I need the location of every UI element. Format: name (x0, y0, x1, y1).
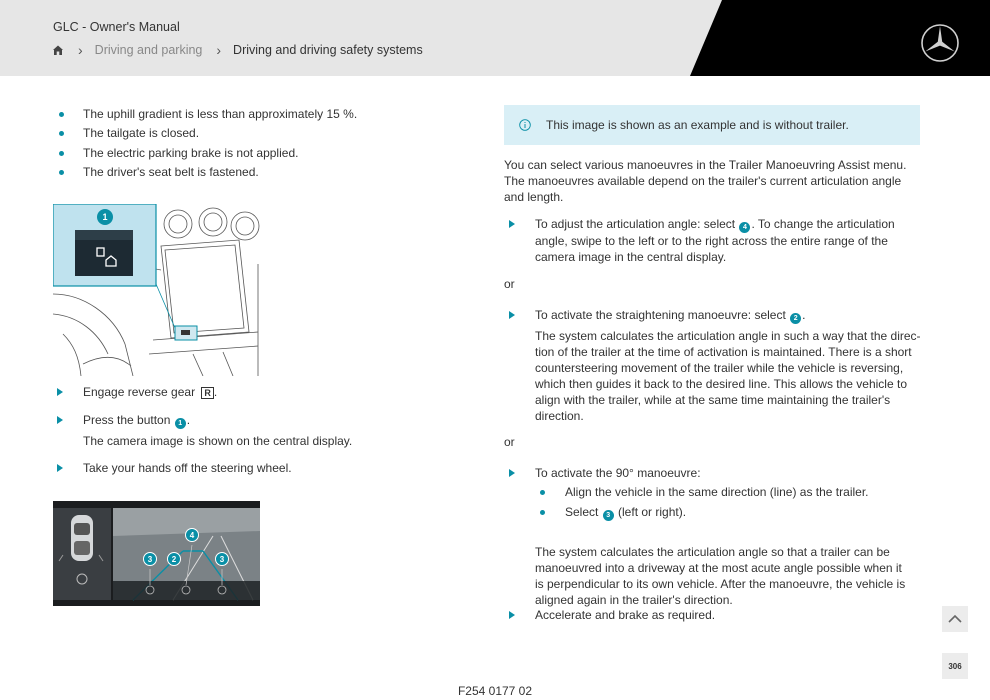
list-item: The electric parking brake is not applied. (56, 145, 357, 164)
or-separator: or (504, 277, 515, 291)
list-item: The tailgate is closed. (56, 125, 357, 144)
step-arrow-icon (509, 469, 515, 477)
step-straightening: To activate the straightening manoeuvre: select 2 . The system calculates the articulation angle in such a way that the direc-tion of the trailer at the time of activation is maintained. There is a short countersteering movement of the trailer while the vehicle is reversing, which then guides it back to the desired line. This allows the vehicle to align with the trailer, while at the same time maintaining the trailer's direction. (508, 307, 921, 424)
step-90-manoeuvre: To activate the 90° manoeuvre: (508, 465, 925, 481)
page-number-button[interactable] (942, 653, 968, 679)
manual-title: GLC - Owner's Manual (53, 20, 180, 34)
scroll-to-top-button[interactable] (942, 606, 968, 632)
chevron-right-icon: › (216, 42, 222, 58)
figure-code: F254 0177 02 (457, 684, 533, 698)
callout-badge: 4 (185, 528, 199, 542)
info-note (504, 105, 920, 145)
chevron-right-icon: › (78, 42, 83, 58)
page-number: 306 (948, 661, 962, 671)
callout-badge: 3 (143, 552, 157, 566)
step-arrow-icon (509, 611, 515, 619)
intro-paragraph: You can select various manoeuvres in the Trailer Manoeuvring Assist menu. The manoeuvres available depend on the trailer's current articulation angle and length. (504, 158, 907, 204)
sub-list-item: Align the vehicle in the same direction (line) as the trailer. (535, 484, 925, 500)
sub-list-item: Select 3 (left or right). (535, 504, 925, 521)
step-result: The camera image is shown on the central display. (83, 434, 353, 448)
step-hands-off: Take your hands off the steering wheel. (56, 460, 483, 476)
callout-badge: 3 (215, 552, 229, 566)
breadcrumb-link-driving-and-parking[interactable]: Driving and parking (94, 43, 203, 57)
callout-badge: 2 (167, 552, 181, 566)
camera-display-illustration (53, 501, 260, 606)
step-arrow-icon (509, 311, 515, 319)
step-accelerate: Accelerate and brake as required. (508, 607, 919, 623)
cockpit-illustration (53, 204, 263, 376)
step-arrow-icon (57, 464, 63, 472)
step-adjust-angle: To adjust the articulation angle: select 4 . To change the articulation angle, swipe to the left or to the right across the entire range of the camera image in the central display. (508, 216, 919, 265)
step-detail: The system calculates the articulation angle in such a way that the direc-tion of the trailer at the time of activation is maintained. There is a short countersteering movement of the trailer while the vehicle is reversing, which then guides it back to the desired line. This allows the vehicle to align with the trailer, while at the same time maintaining the trailer's direction. (535, 329, 921, 423)
step-engage-reverse: Engage reverse gear R . (56, 384, 463, 400)
list-item: The uphill gradient is less than approximately 15 %. (56, 106, 357, 125)
info-icon (519, 119, 531, 131)
callout-badge: 1 (175, 418, 186, 429)
step-arrow-icon (509, 220, 515, 228)
note-text: This image is shown as an example and is without trailer. (546, 118, 849, 132)
conditions-list (56, 106, 357, 183)
callout-badge: 1 (97, 209, 113, 225)
or-separator: or (504, 435, 515, 449)
result-90-paragraph: The system calculates the articulation angle so that a trailer can be manoeuvred into a driveway at the most acute angle possible when it is perpendicular to its own vehicle. After the manoeuvre, the vehicle is aligned again in the trailer's direction. (535, 545, 906, 607)
step-arrow-icon (57, 388, 63, 396)
callout-badge: 4 (739, 222, 750, 233)
callout-badge: 2 (790, 313, 801, 324)
breadcrumb-current: Driving and driving safety systems (233, 43, 423, 57)
reverse-gear-key-icon: R (201, 387, 214, 399)
callout-badge: 3 (603, 510, 614, 521)
chevron-up-icon (948, 614, 962, 624)
step-arrow-icon (57, 416, 63, 424)
step-press-button: Press the button 1 . The camera image is shown on the central display. (56, 412, 483, 449)
list-item: The driver's seat belt is fastened. (56, 164, 357, 183)
